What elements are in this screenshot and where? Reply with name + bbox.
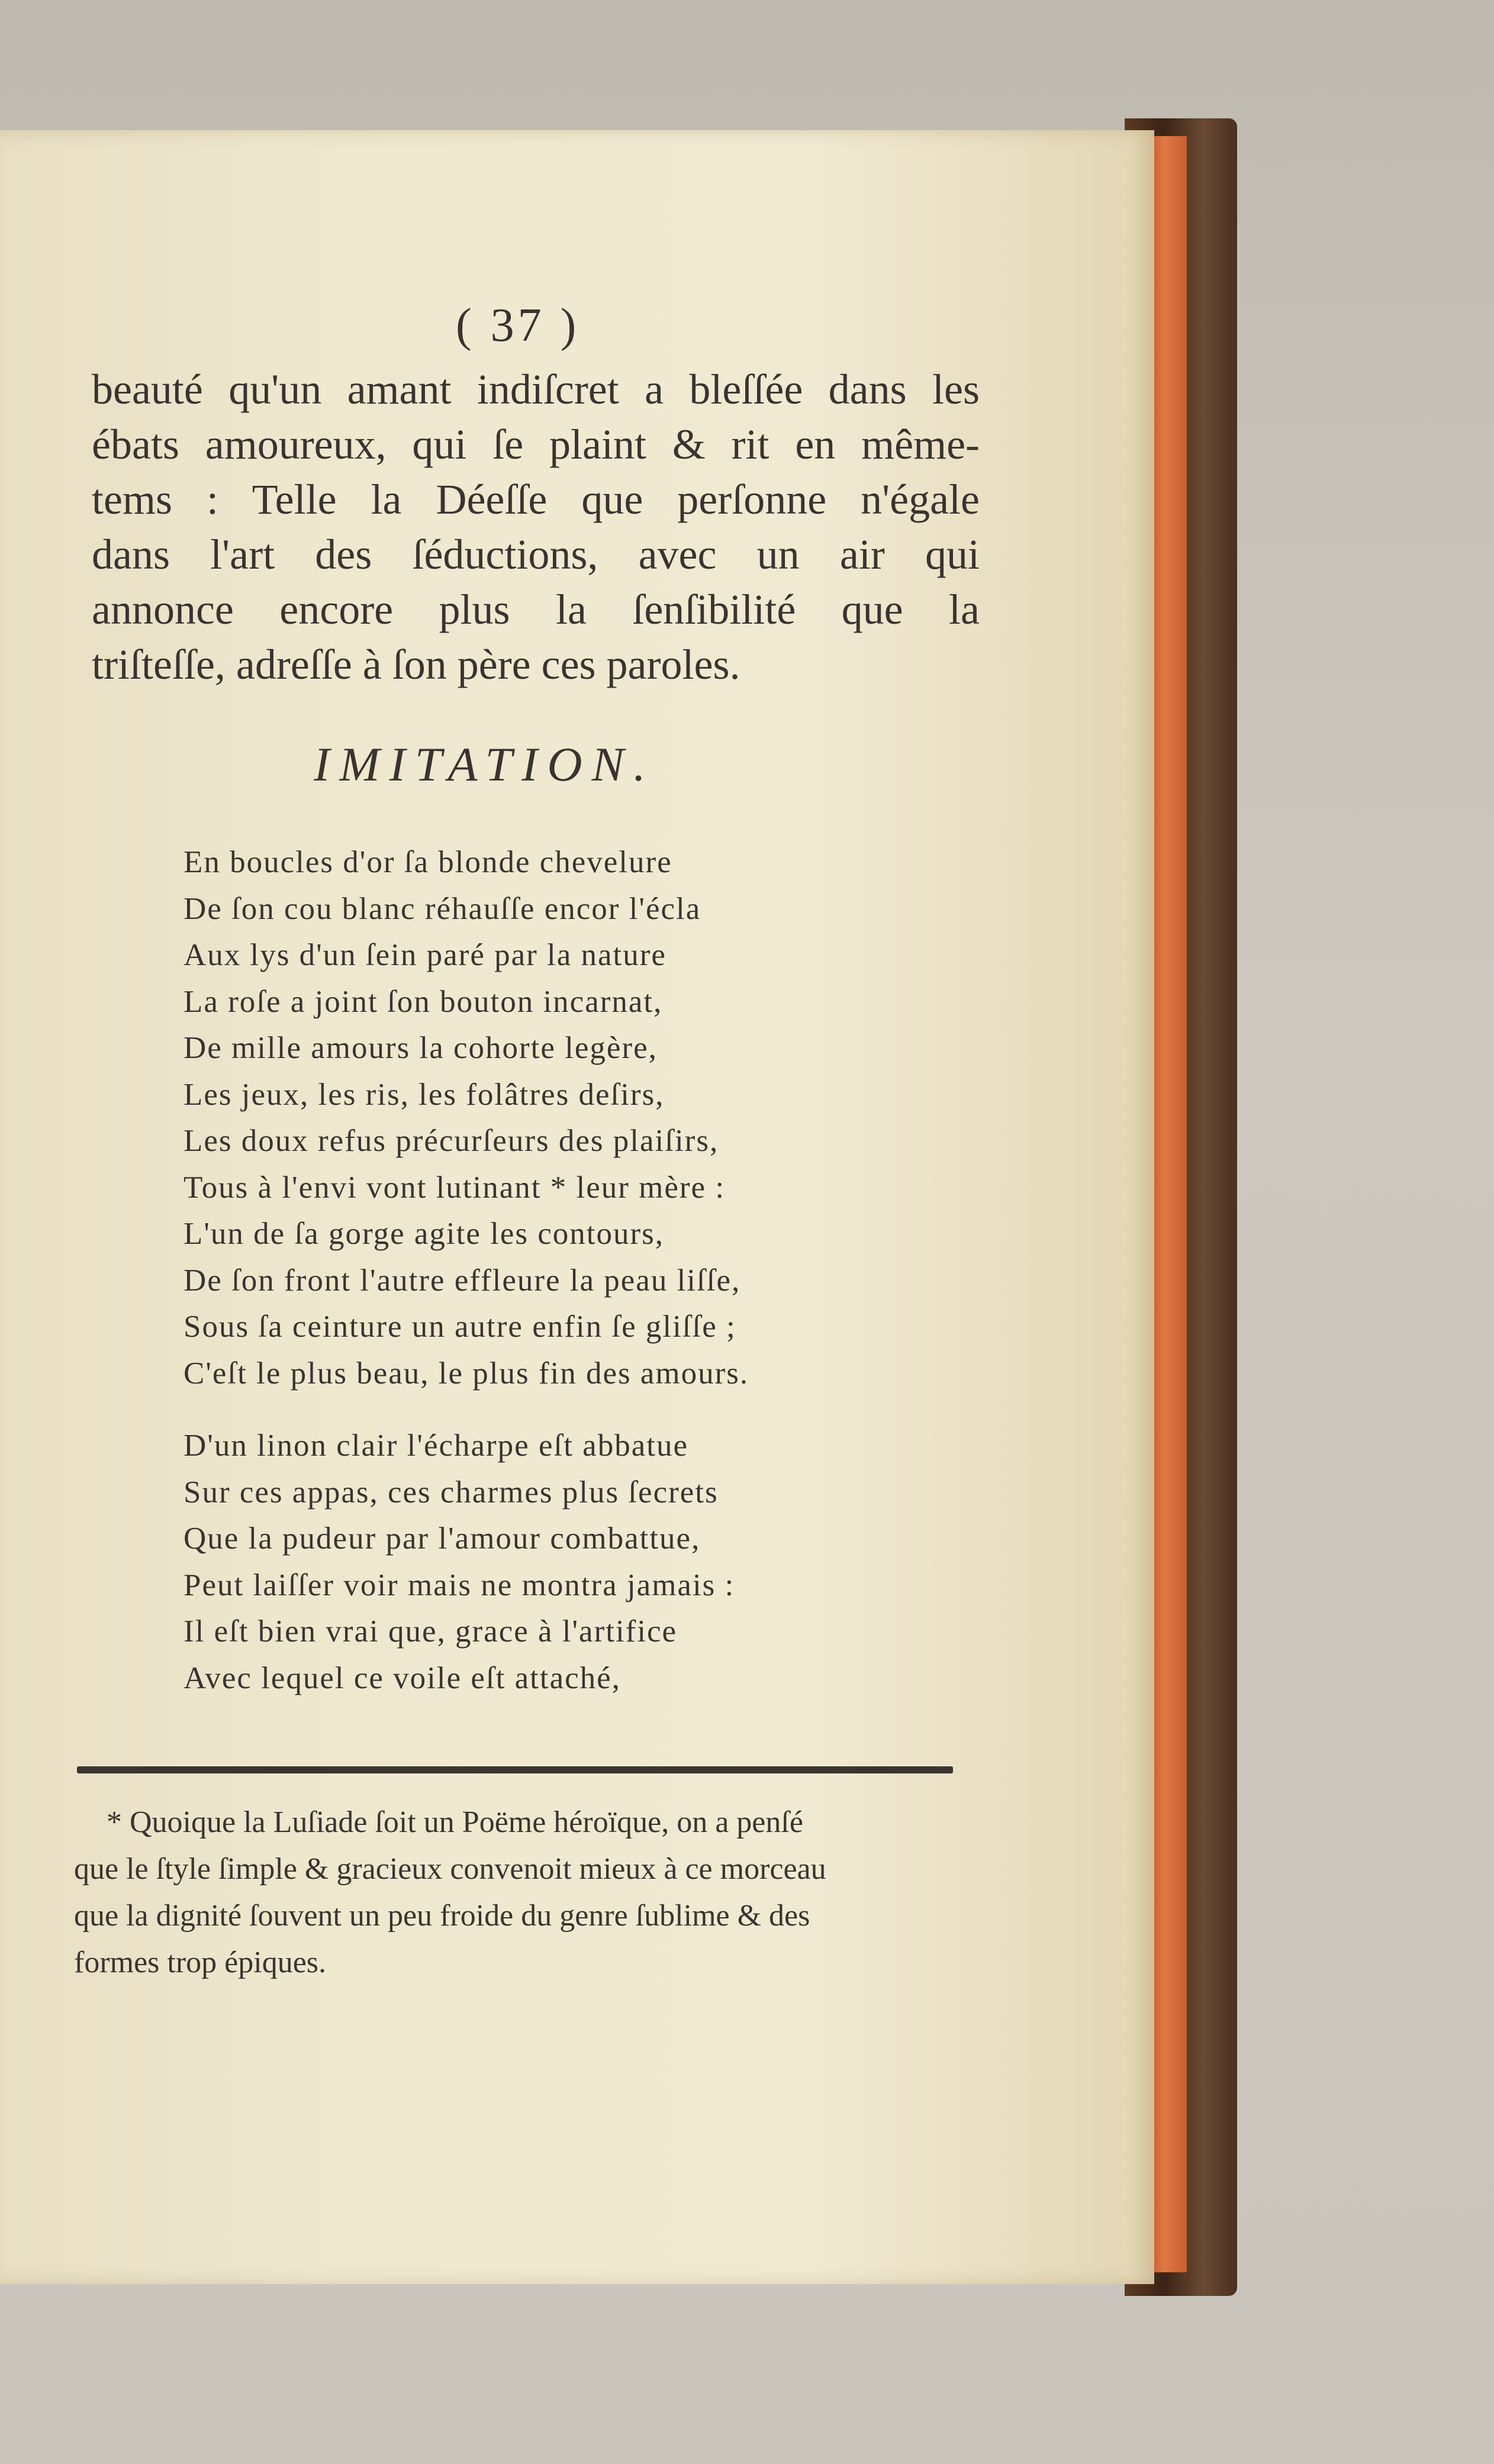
verse-line: De ſon front l'autre effleure la peau liſſe, bbox=[183, 1263, 741, 1298]
footnote-line: * Quoique la Luſiade ſoit un Poëme héroïque, on a penſé bbox=[107, 1805, 803, 1839]
footnote bbox=[74, 1799, 956, 1986]
footnote-line: que le ſtyle ſimple & gracieux convenoit mieux à ce morceau bbox=[74, 1852, 826, 1886]
prose-line: beauté qu'un amant indiſcret a bleſſée dans les bbox=[92, 366, 980, 413]
verse-line: Avec lequel ce voile eſt attaché, bbox=[183, 1660, 621, 1695]
footnote-divider bbox=[77, 1766, 953, 1773]
verse-line: Les doux refus précurſeurs des plaiſirs, bbox=[183, 1124, 719, 1158]
verse-line: C'eſt le plus beau, le plus fin des amours. bbox=[183, 1356, 749, 1391]
footnote-line: formes trop épiques. bbox=[74, 1946, 327, 1979]
verse-line: Tous à l'envi vont lutinant * leur mère : bbox=[183, 1170, 726, 1205]
verse-line: Aux lys d'un ſein paré par la nature bbox=[183, 938, 666, 972]
prose-line: ébats amoureux, qui ſe plaint & rit en même- bbox=[92, 421, 980, 468]
verse-line: La roſe a joint ſon bouton incarnat, bbox=[183, 984, 663, 1019]
verse-line: Il eſt bien vrai que, grace à l'artifice bbox=[183, 1614, 678, 1649]
verse-line: L'un de ſa gorge agite les contours, bbox=[183, 1217, 665, 1251]
page-number: ( 37 ) bbox=[456, 299, 580, 351]
verse-stanza-2 bbox=[183, 1423, 735, 1701]
verse-line: De mille amours la cohorte legère, bbox=[183, 1031, 658, 1065]
verse-line: De ſon cou blanc réhauſſe encor l'écla bbox=[183, 891, 701, 926]
prose-line: tems : Telle la Déeſſe que perſonne n'égale bbox=[92, 476, 980, 523]
verse-line: D'un linon clair l'écharpe eſt abbatue bbox=[183, 1428, 688, 1463]
verse-line: Que la pudeur par l'amour combattue, bbox=[183, 1521, 701, 1556]
verse-line: Peut laiſſer voir mais ne montra jamais : bbox=[183, 1568, 735, 1602]
verse-line: Les jeux, les ris, les folâtres deſirs, bbox=[183, 1077, 665, 1112]
footnote-line: que la dignité ſouvent un peu froide du genre ſublime & des bbox=[74, 1899, 810, 1933]
prose-line: dans l'art des ſéductions, avec un air qui bbox=[92, 531, 980, 578]
prose-line: annonce encore plus la ſenſibilité que la bbox=[92, 586, 980, 633]
verse-line: Sous ſa ceinture un autre enfin ſe gliſſe ; bbox=[183, 1310, 736, 1344]
verse-line: En boucles d'or ſa blonde chevelure bbox=[183, 845, 672, 879]
verse-stanza-1 bbox=[183, 839, 749, 1397]
section-heading: IMITATION. bbox=[314, 737, 655, 791]
prose-paragraph bbox=[92, 362, 980, 692]
prose-line: triſteſſe, adreſſe à ſon père ces paroles. bbox=[92, 641, 740, 688]
verse-line: Sur ces appas, ces charmes plus ſecrets bbox=[183, 1475, 719, 1510]
